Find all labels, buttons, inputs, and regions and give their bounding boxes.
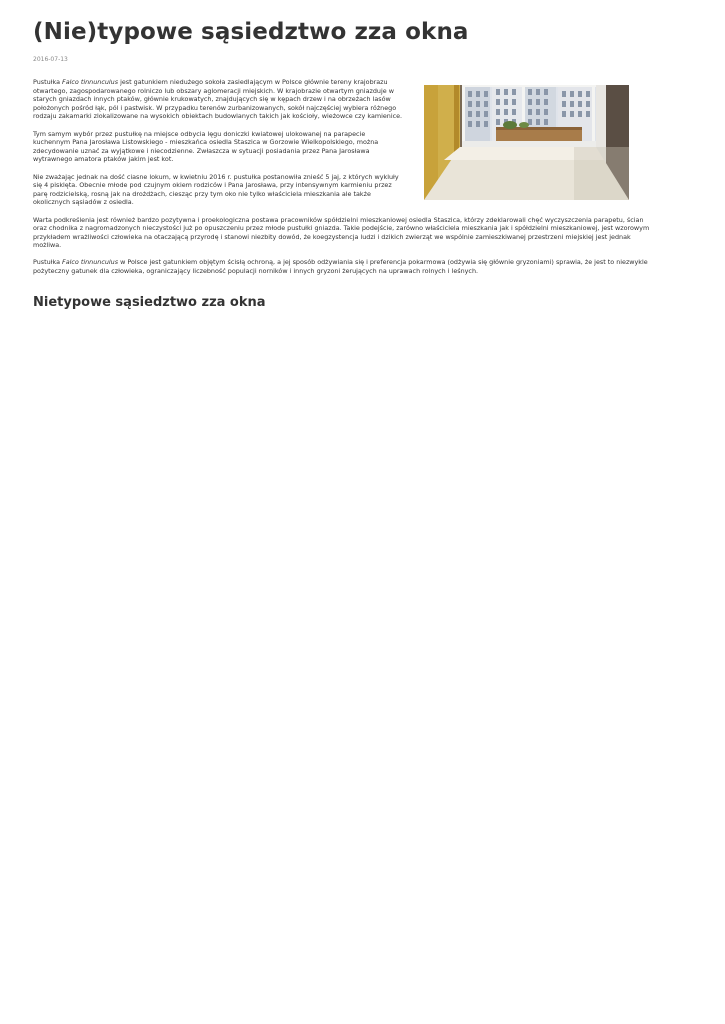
article (33, 0, 653, 312)
species-name: Falco tinnunculus (62, 78, 119, 86)
paragraph-1: Pustułka Falco tinnunculus jest gatunkiem niedużego sokoła zasiedlającym w Polsce głównie tereny krajobrazu otwartego, zagospodarowanego rolniczo lub obszary aglomeracji miejskich. W krajobrazie otwartym gniazduje w starych gniazdach innych ptaków, głównie krukowatych, znajdujących się w kępach drzew i na obrzeżach lasów położonych pośród łąk, pól i pastwisk. W przypadku terenów zurbanizowanych, sokół najczęściej wybiera różnego rodzaju zakamarki zlokalizowane na wysokich obiektach budowlanych takich jak kościoły, wieżowce czy kamienice. (33, 78, 403, 121)
species-name: Falco tinnunculus (62, 258, 119, 267)
section-heading: Nietypowe sąsiedztwo zza okna (33, 294, 266, 310)
paragraph-2: Tym samym wybór przez pustułkę na miejsce odbycia lęgu doniczki kwiatowej ulokowanej na parapecie kuchennym Pana Jarosława Listowskiego - mieszkańca osiedla Staszica w Gorzowie Wielkopolskiego, można zdecydowanie uznać za wyjątkowe i niecodzienne. Zwłaszcza w sytuacji posiadania przez Pana Jarosława wytrawnego amatora ptaków jakim jest kot. (33, 129, 379, 164)
paragraph-4: Warta podkreślenia jest również bardzo pozytywna i proekologiczna postawa pracowników spółdzielni mieszkaniowej osiedla Staszica, którzy zdeklarowali chęć wyczyszczenia parapetu, ścian oraz chodnika z nagromadzonych nieczystości już po opuszczeniu przez młode pustułki gniazda. Takie podejście, zarówno właściciela mieszkania jak i spółdzielni mieszkaniowej, jest wzorowym przykładem wrażliwości człowieka na otaczającą przyrodę i stanowi niezbity dowód, że koegzystencja ludzi i dzikich zwierząt we wspólnie zamieszkiwanej przestrzeni miejskiej jest jednak możliwa. (33, 215, 650, 250)
article-body (33, 78, 653, 312)
article-title: (Nie)typowe sąsiedztwo zza okna (33, 19, 469, 45)
paragraph-3: Nie zważając jednak na dość ciasne lokum, w kwietniu 2016 r. pustułka postanowiła znieść 5 jaj, z których wykluły się 4 pisklęta. Obecnie młode pod czujnym okiem rodziców i Pana Jarosława, przy intensywnym karmieniu przez parę rodzicielską, rosną jak na drożdżach, ciesząc przy tym oko nie tylko właściciela mieszkania ale także okolicznych sąsiadów z osiedla. (33, 172, 399, 207)
window-photo[interactable] (424, 85, 629, 200)
window-photo-image (424, 85, 629, 200)
paragraph-5: Pustułka Falco tinnunculus w Polsce jest gatunkiem objętym ścisłą ochroną, a jej sposób odżywiania się i preferencja pokarmowa (odżywia się głównie gryzoniami) sprawia, że jest to niezwykle pożyteczny gatunek dla człowieka, ograniczający liczebność populacji norników i innych gryzoni żerujących na uprawach rolnych i leśnych. (33, 258, 648, 276)
article-date: 2016-07-13 (33, 56, 68, 63)
